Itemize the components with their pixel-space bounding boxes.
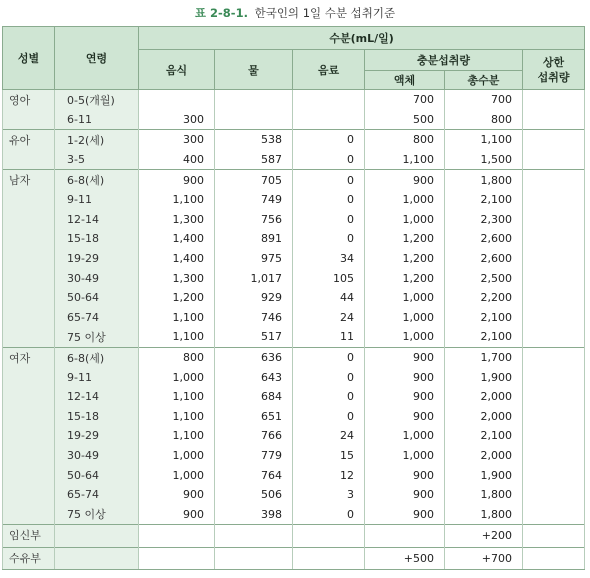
beverage-cell: 24 [293, 308, 365, 328]
header-sex: 성별 [3, 27, 55, 90]
header-upper: 상한 섭취량 [523, 50, 585, 90]
table-caption [0, 0, 590, 26]
age-cell: 75 이상 [55, 327, 139, 347]
header-liquid: 액체 [365, 71, 445, 90]
total-cell: 2,000 [445, 446, 523, 466]
food-cell [139, 525, 215, 548]
water-cell: 398 [215, 504, 293, 524]
beverage-cell: 24 [293, 426, 365, 446]
upper-cell [523, 525, 585, 548]
age-cell: 75 이상 [55, 504, 139, 524]
total-cell: 2,000 [445, 407, 523, 427]
water-cell: 636 [215, 347, 293, 367]
age-cell: 30-49 [55, 446, 139, 466]
upper-cell [523, 367, 585, 387]
total-cell: 700 [445, 90, 523, 110]
beverage-cell: 0 [293, 170, 365, 190]
age-cell: 6-11 [55, 110, 139, 130]
water-cell: 517 [215, 327, 293, 347]
age-cell [55, 547, 139, 570]
sex-cell: 여자 [3, 347, 55, 524]
total-cell: 2,100 [445, 426, 523, 446]
food-cell: 1,000 [139, 367, 215, 387]
total-cell: 2,600 [445, 229, 523, 249]
beverage-cell: 0 [293, 229, 365, 249]
sex-cell: 유아 [3, 130, 55, 170]
water-cell: 1,017 [215, 268, 293, 288]
water-cell: 506 [215, 485, 293, 505]
total-cell: 1,800 [445, 504, 523, 524]
water-cell: 651 [215, 407, 293, 427]
water-cell: 929 [215, 288, 293, 308]
total-cell: 1,800 [445, 170, 523, 190]
beverage-cell [293, 525, 365, 548]
water-intake-table [2, 26, 585, 570]
water-cell: 587 [215, 150, 293, 170]
header-beverage: 음료 [293, 50, 365, 90]
table-row [3, 327, 585, 347]
beverage-cell [293, 547, 365, 570]
upper-cell [523, 150, 585, 170]
beverage-cell: 0 [293, 347, 365, 367]
water-cell: 749 [215, 190, 293, 210]
total-cell: 1,100 [445, 130, 523, 150]
upper-cell [523, 465, 585, 485]
beverage-cell: 34 [293, 249, 365, 269]
beverage-cell: 15 [293, 446, 365, 466]
food-cell: 300 [139, 110, 215, 130]
beverage-cell: 12 [293, 465, 365, 485]
table-row [3, 347, 585, 367]
beverage-cell: 0 [293, 407, 365, 427]
liquid-cell: 900 [365, 407, 445, 427]
food-cell [139, 547, 215, 570]
total-cell: +700 [445, 547, 523, 570]
beverage-cell [293, 110, 365, 130]
total-cell: 1,500 [445, 150, 523, 170]
age-cell [55, 525, 139, 548]
beverage-cell: 0 [293, 387, 365, 407]
total-cell: 2,000 [445, 387, 523, 407]
liquid-cell: 1,200 [365, 229, 445, 249]
total-cell: 1,700 [445, 347, 523, 367]
header-water: 물 [215, 50, 293, 90]
liquid-cell: 900 [365, 347, 445, 367]
food-cell: 1,100 [139, 407, 215, 427]
table-row [3, 465, 585, 485]
water-cell: 643 [215, 367, 293, 387]
water-cell: 538 [215, 130, 293, 150]
total-cell: 1,900 [445, 367, 523, 387]
liquid-cell: 900 [365, 485, 445, 505]
table-row [3, 504, 585, 524]
upper-cell [523, 387, 585, 407]
liquid-cell: 1,000 [365, 288, 445, 308]
total-cell: 2,200 [445, 288, 523, 308]
beverage-cell: 0 [293, 210, 365, 230]
food-cell: 1,400 [139, 249, 215, 269]
total-cell: 2,100 [445, 308, 523, 328]
food-cell: 1,100 [139, 387, 215, 407]
sex-cell: 영아 [3, 90, 55, 130]
header-adequate: 충분섭취량 [365, 50, 523, 71]
liquid-cell [365, 525, 445, 548]
upper-cell [523, 229, 585, 249]
table-row [3, 426, 585, 446]
upper-cell [523, 327, 585, 347]
upper-cell [523, 268, 585, 288]
liquid-cell: 1,000 [365, 327, 445, 347]
water-cell [215, 525, 293, 548]
liquid-cell: +500 [365, 547, 445, 570]
water-cell: 975 [215, 249, 293, 269]
table-row [3, 387, 585, 407]
food-cell: 900 [139, 485, 215, 505]
liquid-cell: 1,200 [365, 268, 445, 288]
age-cell: 50-64 [55, 465, 139, 485]
upper-cell [523, 547, 585, 570]
age-cell: 12-14 [55, 387, 139, 407]
beverage-cell: 11 [293, 327, 365, 347]
water-cell: 891 [215, 229, 293, 249]
table-row [3, 308, 585, 328]
age-cell: 1-2(세) [55, 130, 139, 150]
table-row [3, 229, 585, 249]
food-cell: 1,100 [139, 308, 215, 328]
table-row [3, 446, 585, 466]
sex-cell: 수유부 [3, 547, 55, 570]
table-row [3, 170, 585, 190]
beverage-cell: 0 [293, 190, 365, 210]
upper-cell [523, 170, 585, 190]
table-row [3, 407, 585, 427]
beverage-cell: 44 [293, 288, 365, 308]
food-cell: 1,100 [139, 190, 215, 210]
age-cell: 3-5 [55, 150, 139, 170]
age-cell: 9-11 [55, 190, 139, 210]
table-row [3, 249, 585, 269]
food-cell: 1,100 [139, 327, 215, 347]
total-cell: +200 [445, 525, 523, 548]
beverage-cell [293, 90, 365, 110]
liquid-cell: 1,200 [365, 249, 445, 269]
age-cell: 9-11 [55, 367, 139, 387]
beverage-cell: 3 [293, 485, 365, 505]
liquid-cell: 700 [365, 90, 445, 110]
upper-cell [523, 288, 585, 308]
upper-cell [523, 347, 585, 367]
age-cell: 19-29 [55, 426, 139, 446]
header-age: 연령 [55, 27, 139, 90]
table-row [3, 485, 585, 505]
caption-number: 표 2-8-1. [194, 6, 248, 20]
total-cell: 2,500 [445, 268, 523, 288]
water-cell: 756 [215, 210, 293, 230]
table-row [3, 525, 585, 548]
food-cell: 800 [139, 347, 215, 367]
age-cell: 65-74 [55, 308, 139, 328]
age-cell: 6-8(세) [55, 347, 139, 367]
table-row [3, 110, 585, 130]
liquid-cell: 900 [365, 504, 445, 524]
age-cell: 0-5(개월) [55, 90, 139, 110]
age-cell: 50-64 [55, 288, 139, 308]
food-cell: 300 [139, 130, 215, 150]
water-cell [215, 547, 293, 570]
water-cell: 766 [215, 426, 293, 446]
food-cell: 1,300 [139, 210, 215, 230]
upper-cell [523, 426, 585, 446]
water-cell [215, 90, 293, 110]
food-cell [139, 90, 215, 110]
beverage-cell: 0 [293, 504, 365, 524]
water-cell [215, 110, 293, 130]
liquid-cell: 1,000 [365, 446, 445, 466]
sex-cell: 임신부 [3, 525, 55, 548]
liquid-cell: 900 [365, 170, 445, 190]
upper-cell [523, 210, 585, 230]
header-water-group: 수분(mL/일) [139, 27, 585, 50]
header-total: 총수분 [445, 71, 523, 90]
upper-cell [523, 485, 585, 505]
upper-cell [523, 90, 585, 110]
caption-title: 한국인의 1일 수분 섭취기준 [254, 6, 396, 20]
age-cell: 65-74 [55, 485, 139, 505]
water-cell: 705 [215, 170, 293, 190]
liquid-cell: 800 [365, 130, 445, 150]
total-cell: 1,900 [445, 465, 523, 485]
food-cell: 1,200 [139, 288, 215, 308]
age-cell: 15-18 [55, 407, 139, 427]
liquid-cell: 1,000 [365, 308, 445, 328]
table-row [3, 367, 585, 387]
table-row [3, 547, 585, 570]
water-cell: 746 [215, 308, 293, 328]
age-cell: 19-29 [55, 249, 139, 269]
food-cell: 1,300 [139, 268, 215, 288]
liquid-cell: 900 [365, 367, 445, 387]
upper-cell [523, 308, 585, 328]
food-cell: 900 [139, 504, 215, 524]
total-cell: 2,600 [445, 249, 523, 269]
table-row [3, 190, 585, 210]
food-cell: 1,000 [139, 446, 215, 466]
upper-cell [523, 249, 585, 269]
table-row [3, 268, 585, 288]
liquid-cell: 1,000 [365, 210, 445, 230]
food-cell: 400 [139, 150, 215, 170]
total-cell: 2,100 [445, 327, 523, 347]
beverage-cell: 0 [293, 150, 365, 170]
total-cell: 2,100 [445, 190, 523, 210]
liquid-cell: 1,000 [365, 426, 445, 446]
food-cell: 1,000 [139, 465, 215, 485]
upper-cell [523, 407, 585, 427]
table-row [3, 210, 585, 230]
header-food: 음식 [139, 50, 215, 90]
liquid-cell: 900 [365, 387, 445, 407]
upper-cell [523, 110, 585, 130]
upper-cell [523, 446, 585, 466]
sex-cell: 남자 [3, 170, 55, 347]
table-row [3, 288, 585, 308]
age-cell: 12-14 [55, 210, 139, 230]
total-cell: 1,800 [445, 485, 523, 505]
table-row [3, 130, 585, 150]
total-cell: 800 [445, 110, 523, 130]
beverage-cell: 105 [293, 268, 365, 288]
liquid-cell: 500 [365, 110, 445, 130]
age-cell: 30-49 [55, 268, 139, 288]
upper-cell [523, 504, 585, 524]
beverage-cell: 0 [293, 130, 365, 150]
upper-cell [523, 130, 585, 150]
food-cell: 900 [139, 170, 215, 190]
table-row [3, 150, 585, 170]
total-cell: 2,300 [445, 210, 523, 230]
table-body [3, 90, 585, 570]
food-cell: 1,100 [139, 426, 215, 446]
water-cell: 779 [215, 446, 293, 466]
beverage-cell: 0 [293, 367, 365, 387]
liquid-cell: 1,100 [365, 150, 445, 170]
age-cell: 6-8(세) [55, 170, 139, 190]
water-cell: 684 [215, 387, 293, 407]
age-cell: 15-18 [55, 229, 139, 249]
liquid-cell: 1,000 [365, 190, 445, 210]
liquid-cell: 900 [365, 465, 445, 485]
upper-cell [523, 190, 585, 210]
water-cell: 764 [215, 465, 293, 485]
food-cell: 1,400 [139, 229, 215, 249]
table-row [3, 90, 585, 110]
